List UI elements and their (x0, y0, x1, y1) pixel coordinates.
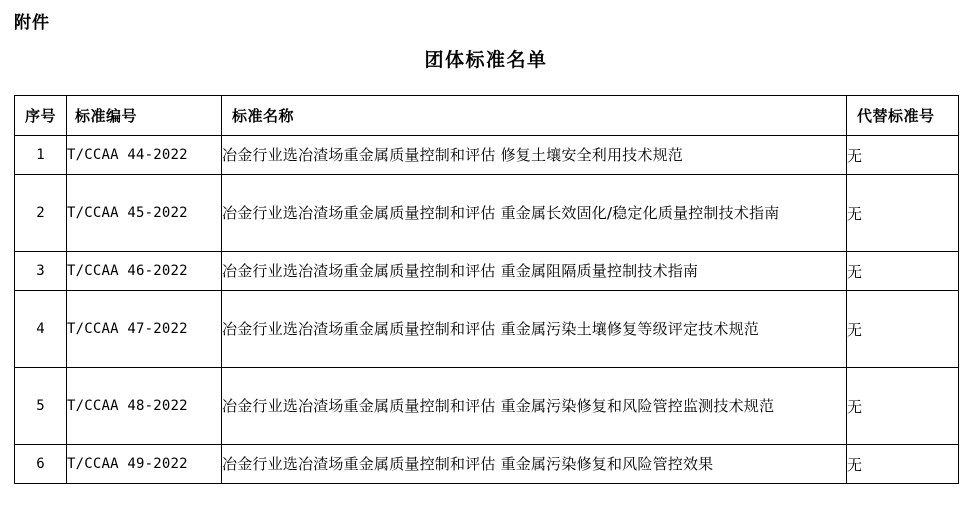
cell-replaced: 无 (847, 252, 959, 291)
column-header-code: 标准编号 (67, 96, 222, 136)
page-title: 团体标准名单 (424, 49, 548, 71)
table-row (15, 136, 959, 175)
table-row (15, 252, 959, 291)
cell-code: T/CCAA 48-2022 (67, 368, 222, 445)
column-header-replaced: 代替标准号 (847, 96, 959, 136)
table-body (15, 136, 959, 484)
table-header-row (15, 96, 959, 136)
cell-seq: 2 (15, 175, 67, 252)
cell-replaced: 无 (847, 136, 959, 175)
standards-table-container (14, 95, 958, 484)
cell-name: 冶金行业选冶渣场重金属质量控制和评估 重金属污染修复和风险管控效果 (222, 445, 847, 484)
cell-seq: 1 (15, 136, 67, 175)
table-row (15, 175, 959, 252)
cell-code: T/CCAA 47-2022 (67, 291, 222, 368)
cell-replaced: 无 (847, 175, 959, 252)
table-row (15, 445, 959, 484)
attachment-label: 附件 (14, 13, 50, 33)
cell-seq: 5 (15, 368, 67, 445)
cell-replaced: 无 (847, 291, 959, 368)
column-header-name: 标准名称 (222, 96, 847, 136)
cell-name: 冶金行业选冶渣场重金属质量控制和评估 修复土壤安全利用技术规范 (222, 136, 847, 175)
cell-replaced: 无 (847, 445, 959, 484)
cell-code: T/CCAA 49-2022 (67, 445, 222, 484)
table-row (15, 368, 959, 445)
cell-code: T/CCAA 46-2022 (67, 252, 222, 291)
cell-name: 冶金行业选冶渣场重金属质量控制和评估 重金属污染修复和风险管控监测技术规范 (222, 368, 847, 445)
table-header (15, 96, 959, 136)
cell-name: 冶金行业选冶渣场重金属质量控制和评估 重金属长效固化/稳定化质量控制技术指南 (222, 175, 847, 252)
cell-code: T/CCAA 45-2022 (67, 175, 222, 252)
column-header-seq: 序号 (15, 96, 67, 136)
cell-replaced: 无 (847, 368, 959, 445)
cell-seq: 3 (15, 252, 67, 291)
cell-seq: 6 (15, 445, 67, 484)
standards-table (14, 95, 959, 484)
cell-name: 冶金行业选冶渣场重金属质量控制和评估 重金属污染土壤修复等级评定技术规范 (222, 291, 847, 368)
cell-name: 冶金行业选冶渣场重金属质量控制和评估 重金属阻隔质量控制技术指南 (222, 252, 847, 291)
table-row (15, 291, 959, 368)
cell-seq: 4 (15, 291, 67, 368)
cell-code: T/CCAA 44-2022 (67, 136, 222, 175)
